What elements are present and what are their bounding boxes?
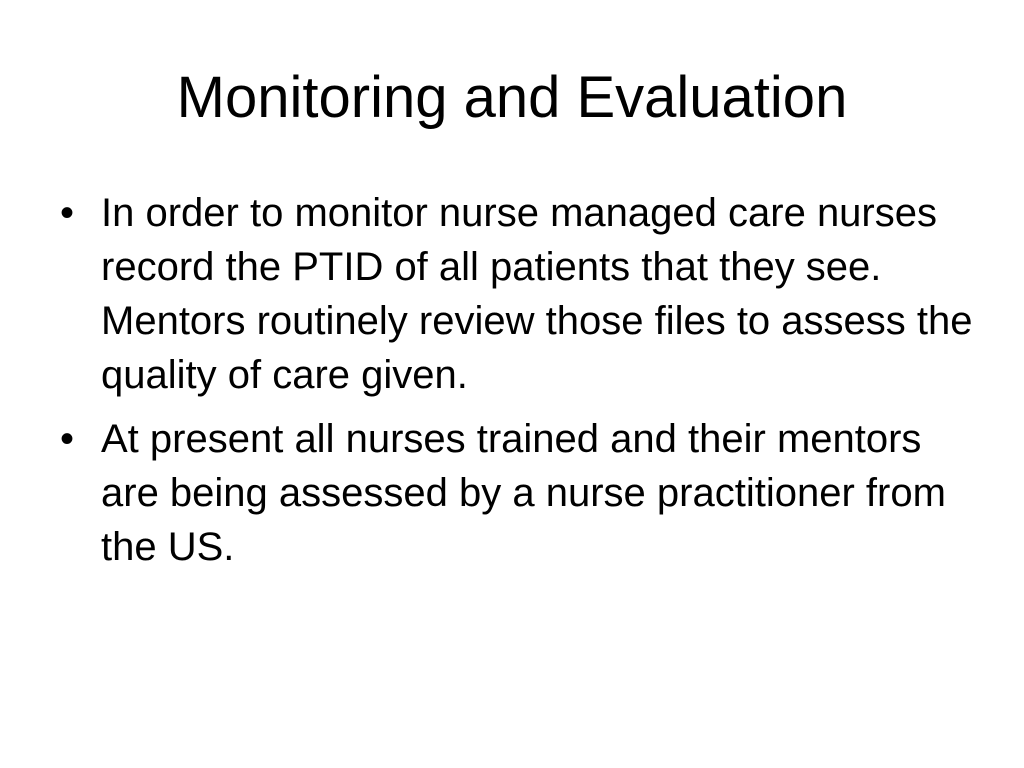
bullet-text: In order to monitor nurse managed care nurses record the PTID of all patients that they see. Mentors routinely review those files to assess the quality of care given. — [101, 191, 973, 397]
bullet-item — [56, 186, 976, 402]
slide-title: Monitoring and Evaluation — [176, 65, 848, 130]
bullet-list — [56, 186, 976, 584]
bullet-marker: • — [60, 417, 75, 461]
bullet-text: At present all nurses trained and their mentors are being assessed by a nurse practitioner from the US. — [101, 417, 946, 569]
bullet-item — [56, 412, 976, 574]
bullet-marker: • — [60, 191, 75, 235]
